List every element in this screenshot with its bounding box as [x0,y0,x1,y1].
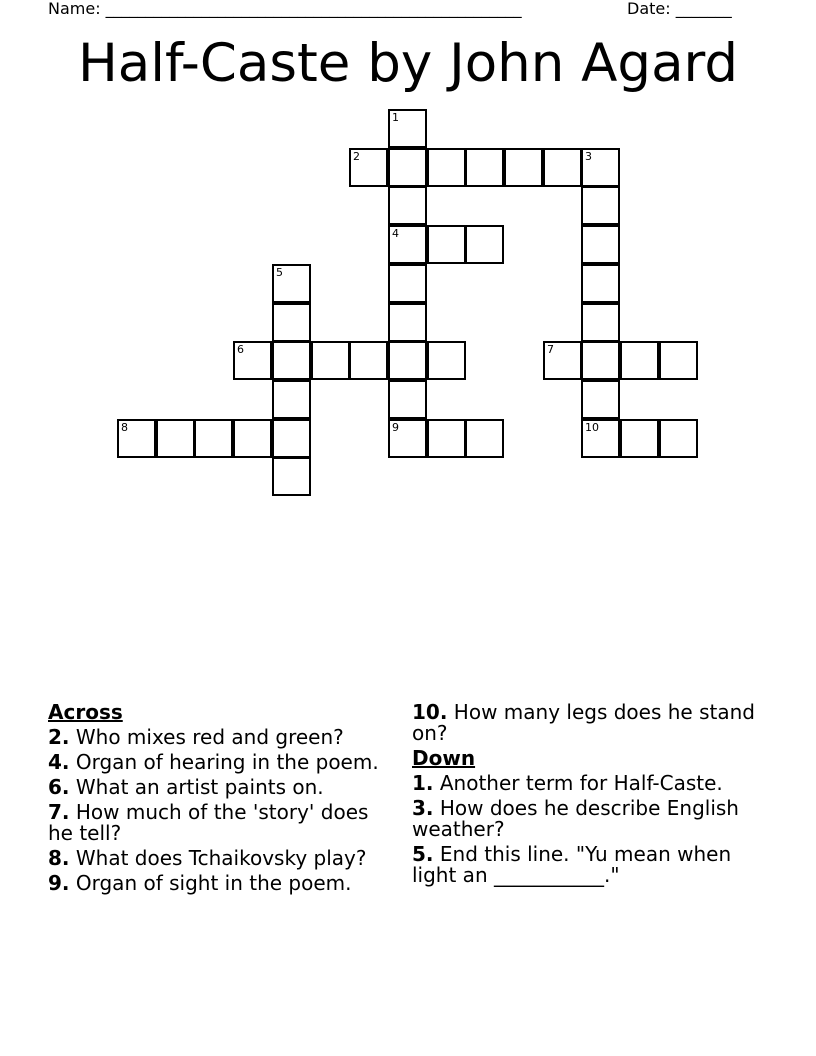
clue-number: 6. [48,775,70,799]
clues-right-column [412,702,757,890]
clues-left-column [48,702,393,898]
crossword-grid [0,0,816,520]
down-clue-5 [412,844,757,886]
clue-number: 9. [48,871,70,895]
across-heading: Across [48,700,123,724]
grid-cell[interactable] [465,148,504,187]
grid-cell[interactable] [388,303,427,342]
grid-cell[interactable] [543,148,582,187]
clue-number: 2. [48,725,70,749]
clue-text: How does he describe English weather? [412,796,739,841]
across-clue-10 [412,702,757,744]
date-field-label: Date: _______ [627,0,732,18]
grid-cell[interactable] [388,341,427,380]
grid-cell[interactable] [388,148,427,187]
grid-cell[interactable] [465,419,504,458]
grid-cell[interactable] [427,225,466,264]
grid-cell[interactable] [311,341,350,380]
clue-text: How much of the 'story' does he tell? [48,800,369,845]
grid-cell[interactable] [581,341,620,380]
grid-cell[interactable] [272,264,311,303]
clue-number: 8. [48,846,70,870]
clue-text: What an artist paints on. [75,775,324,799]
grid-cell[interactable] [272,380,311,419]
name-field-label: Name: ____________________________________________________ [48,0,522,18]
grid-cell[interactable] [581,380,620,419]
cell-number: 4 [392,227,399,240]
grid-cell[interactable] [581,419,620,458]
cell-number: 3 [585,150,592,163]
clue-number: 3. [412,796,434,820]
across-clue-9 [48,873,393,894]
cell-number: 6 [237,343,244,356]
grid-cell[interactable] [194,419,233,458]
grid-cell[interactable] [272,457,311,496]
across-clue-8 [48,848,393,869]
down-heading: Down [412,746,476,770]
clue-number: 1. [412,771,434,795]
grid-cell[interactable] [388,225,427,264]
clue-text: How many legs does he stand on? [412,700,755,745]
grid-cell[interactable] [659,419,698,458]
grid-cell[interactable] [427,419,466,458]
cell-number: 5 [276,266,283,279]
down-clue-3 [412,798,757,840]
clue-text: Who mixes red and green? [75,725,344,749]
grid-cell[interactable] [388,380,427,419]
grid-cell[interactable] [388,419,427,458]
grid-cell[interactable] [465,225,504,264]
grid-cell[interactable] [581,186,620,225]
clue-text: Organ of sight in the poem. [75,871,352,895]
clue-number: 7. [48,800,70,824]
grid-cell[interactable] [620,341,659,380]
across-clue-4 [48,752,393,773]
cell-number: 1 [392,111,399,124]
grid-cell[interactable] [581,303,620,342]
grid-cell[interactable] [272,303,311,342]
grid-cell[interactable] [581,148,620,187]
down-clue-1 [412,773,757,794]
grid-cell[interactable] [581,225,620,264]
clue-text: Organ of hearing in the poem. [75,750,379,774]
clue-number: 10. [412,700,448,724]
grid-cell[interactable] [272,419,311,458]
clue-text: What does Tchaikovsky play? [75,846,367,870]
cell-number: 10 [585,421,599,434]
grid-cell[interactable] [388,264,427,303]
page-title: Half-Caste by John Agard [77,33,739,94]
cell-number: 8 [121,421,128,434]
cell-number: 9 [392,421,399,434]
clue-text: Another term for Half-Caste. [439,771,723,795]
grid-cell[interactable] [233,419,272,458]
clue-text: End this line. "Yu mean when light an ___________." [412,842,732,887]
grid-cell[interactable] [427,148,466,187]
grid-cell[interactable] [388,186,427,225]
cell-number: 2 [353,150,360,163]
grid-cell[interactable] [427,341,466,380]
grid-cell[interactable] [349,148,388,187]
across-clue-2 [48,727,393,748]
grid-cell[interactable] [659,341,698,380]
cell-number: 7 [547,343,554,356]
clue-number: 4. [48,750,70,774]
grid-cell[interactable] [117,419,156,458]
grid-cell[interactable] [504,148,543,187]
clue-number: 5. [412,842,434,866]
across-clue-7 [48,802,393,844]
grid-cell[interactable] [620,419,659,458]
grid-cell[interactable] [156,419,195,458]
grid-cell[interactable] [543,341,582,380]
across-clue-6 [48,777,393,798]
grid-cell[interactable] [233,341,272,380]
grid-cell[interactable] [272,341,311,380]
grid-cell[interactable] [388,109,427,148]
grid-cell[interactable] [581,264,620,303]
grid-cell[interactable] [349,341,388,380]
